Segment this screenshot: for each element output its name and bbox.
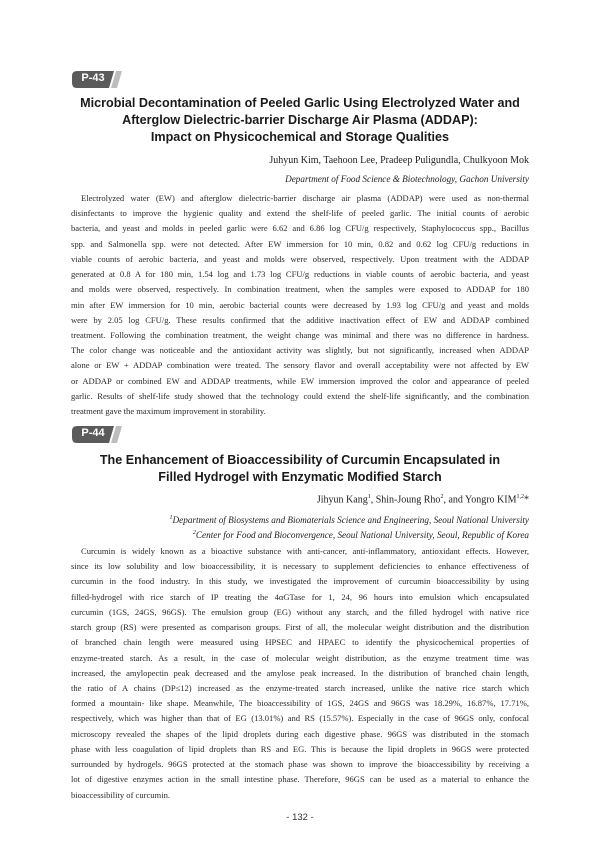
abstract-line: treatment. Following the combination treatment, the weight change was minimal and there was no difference in hardness. (71, 329, 529, 340)
affiliation-line (170, 527, 529, 542)
abstract-line: curcumin in the food industry. In this study, we investigated the improvement of curcumin bioaccessibility by using (71, 576, 529, 587)
abstract-line: respectively, which was higher than that of EG (13.01%) and RS (15.57%). Especially in the case of 96GS only, confocal (71, 713, 529, 724)
abstract-line: surrounded by hydrogels. 96GS protected at the stomach phase was shown to improve the bioaccessibility by receiving a (71, 759, 529, 770)
affiliation-line: Department of Food Science & Biotechnology, Gachon University (285, 174, 529, 184)
author-name: , and Yongro KIM (443, 494, 517, 506)
affiliation-sup: 1 (169, 515, 173, 521)
abstract-line: lot of digestive enzymes action in the small intestine phase. Therefore, 96GS can be used as a material to enhance the (71, 774, 529, 785)
author-sup: 1,2 (516, 494, 524, 500)
poster-badge (72, 426, 122, 443)
author-sup: 2 (440, 494, 444, 500)
affiliation-line (170, 512, 529, 527)
affiliation-text: Center for Food and Bioconvergence, Seoul National University, Seoul, Republic of Korea (195, 530, 529, 541)
abstract-line: microscopy revealed the shapes of the lipid droplets during each digestive phase. 96GS was distributed in the stomach (71, 728, 529, 739)
author-name: , Shin-Joung Rho (370, 494, 441, 506)
title-line: The Enhancement of Bioaccessibility of Curcumin Encapsulated in (99, 453, 501, 467)
affiliation-sup: 2 (192, 530, 196, 537)
abstract-line: garlic. Results of shelf-life study showed that the technology could extend the shelf-life significantly, and the combination (71, 390, 529, 401)
abstract-line: Curcumin is widely known as a bioactive substance with anti-cancer, anti-inflammatory, antioxidant effects. However, (81, 546, 529, 556)
page-number: - 132 - (286, 812, 314, 823)
abstract-line: or ADDAP or combined EW and ADDAP treatments, while EW immersion improved the color and appearance of peeled (71, 375, 529, 386)
title-line: Afterglow Dielectric-barrier Discharge Air Plasma (ADDAP): (122, 113, 478, 127)
abstract-line: generated at 0.8 A for 180 min, 1.54 log and 1.73 log CFU/g reductions in viable counts of aerobic bacteria, and yeast (71, 269, 529, 280)
abstract-line: filled-hydrogel with rice starch of IP treating the 4αGTase for 1, 24, 96 hours into emulsion which encapsulated (71, 591, 529, 602)
abstract-line: since its low solubility and low bioaccessibility, it is necessary to supplement deficiencies to enhance effectiveness of (71, 561, 529, 572)
abstract-line: Electrolyzed water (EW) and afterglow dielectric-barrier discharge air plasma (ADDAP) were used as non-thermal (81, 193, 529, 203)
abstract-line: treatment gave the maximum improvement in storability. (71, 406, 266, 417)
abstract-line: starch group (RS) were presented as comparison groups. First of all, the molecular weight distribution and the distribution (71, 622, 529, 633)
abstract-line: curcumin (1GS, 24GS, 96GS). The emulsion group (EG) without any starch, and the filled hydrogel with native rice (71, 606, 529, 617)
abstract-line: disinfectants to improve the hygienic quality and extend the shelf-life of peeled garlic. The initial counts of aerobic (71, 208, 529, 219)
affiliation (170, 512, 529, 542)
corresponding-mark: * (524, 494, 529, 506)
abstract-line: the ratio of A chains (DP≤12) increased as the enzyme-treated starch increased, unlike the native rice starch which (71, 682, 529, 693)
authors (317, 494, 529, 505)
title-line: Microbial Decontamination of Peeled Garlic Using Electrolyzed Water and (80, 96, 520, 110)
badge-label: P-43 (81, 72, 105, 84)
abstract (71, 191, 529, 419)
abstract-line: spp. and Salmonella spp. were not detected. After EW immersion for 10 min, 0.82 and 0.62 log CFU/g reductions in (71, 238, 529, 249)
paper-title (60, 95, 540, 146)
abstract-line: viable counts of aerobic bacteria, and yeast and molds were observed, respectively. Upon treatment with the ADDAP (71, 253, 529, 264)
abstract-line: min after EW immersion for 10 min, aerobic bacterial counts were decreased by 1.93 log CFU/g and yeast and molds (71, 299, 529, 310)
abstract-line: bacteria, and yeast and molds in peeled garlic were 6.62 and 6.86 log CFU/g respectively, Staphylococcus spp., Bacillus (71, 223, 529, 234)
title-line: Filled Hydrogel with Enzymatic Modified Starch (158, 470, 442, 484)
abstract-line: and molds were observed, respectively. In combination treatment, when the samples were exposed to ADDAP for 180 (71, 284, 529, 295)
affiliation (285, 173, 529, 186)
abstract-line: The color change was noticeable and the antioxidant activity was slightly, but not significantly, increased when ADDAP (71, 345, 529, 356)
abstract-line: alone or EW + ADDAP combination were treated. The sensory flavor and overall acceptability were not affected by EW (71, 360, 529, 371)
abstract-line: phase with less coagulation of lipid droplets than RS and EG. This is because the lipid droplets in 96GS were protected (71, 743, 529, 754)
abstract (71, 544, 529, 803)
abstract-line: increased, the amylopectin peak decreased and the amylose peak increased. In the distribution of branched chain length, (71, 667, 529, 678)
abstract-line: enzyme-treated starch. As a result, in the case of molecular weight distribution, as the enzyme treatment time was (71, 652, 529, 663)
authors: Juhyun Kim, Taehoon Lee, Pradeep Puligundla, Chulkyoon Mok (269, 155, 529, 166)
affiliation-text: Department of Biosystems and Biomaterials Science and Engineering, Seoul National University (172, 515, 529, 526)
abstract-line: formed a mountain- like shape. Meanwhile, The bioaccessibility of 1GS, 24GS and 96GS was 18.29%, 16.87%, 17.71%, (71, 698, 529, 709)
abstract-line: were by 2.05 log CFU/g. These results confirmed that the additive inactivation effect of EW and ADDAP combined (71, 314, 529, 325)
paper-title (60, 452, 540, 486)
poster-badge (72, 71, 122, 88)
title-line: Impact on Physicochemical and Storage Qualities (150, 130, 450, 144)
badge-label: P-44 (81, 427, 105, 439)
abstract-line: of branched chain length were measured using HPSEC and HPAEC to identify the physicochemical properties of (71, 637, 529, 648)
author-name: Jihyun Kang (316, 494, 368, 506)
abstract-line: bioaccessibility of curcumin. (71, 789, 170, 800)
author-sup: 1 (367, 494, 371, 500)
